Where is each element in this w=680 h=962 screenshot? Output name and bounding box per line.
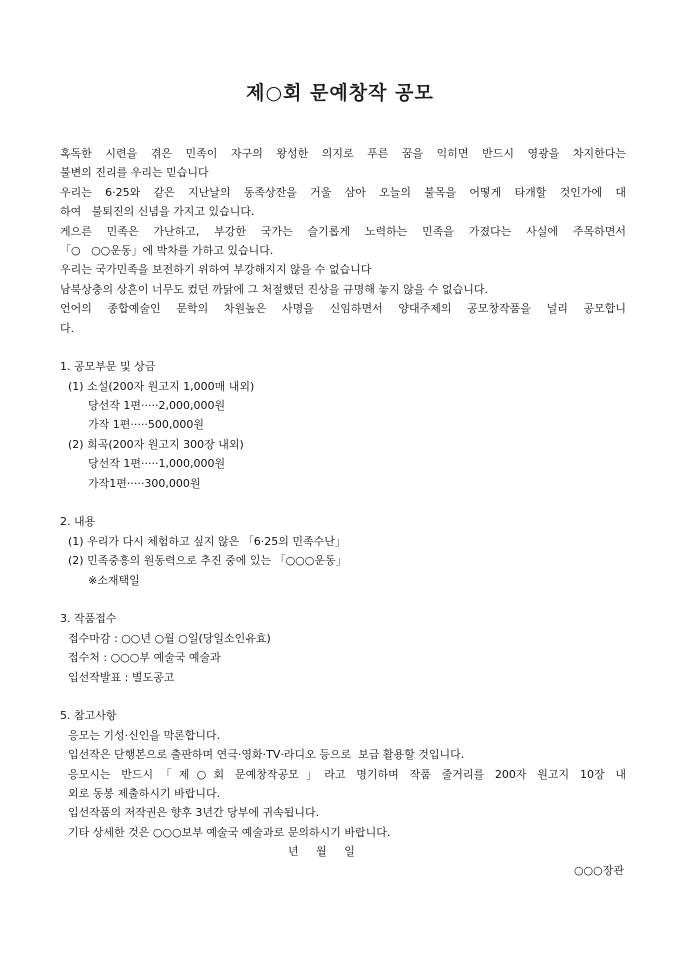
- intro-line: 다.: [60, 321, 75, 335]
- intro-line: 우리는 국가민족을 보전하기 위하여 부강해지지 않을 수 없습니다: [60, 263, 372, 277]
- category-title: (2) 희곡(200자 원고지 300장 내외): [68, 437, 244, 451]
- reference-item: 입선작품의 저작권은 향후 3년간 당부에 귀속됩니다.: [68, 806, 320, 820]
- intro-line: 게으른 민족은 가난하고, 부강한 국가는 슬기롭게 노력하는 민족을 가졌다는 사실에 주목하면서: [60, 224, 626, 238]
- reference-item: 기타 상세한 것은 ○○○보부 예술국 예술과로 문의하시기 바랍니다.: [68, 825, 391, 839]
- note-text: ※소재택일: [88, 573, 140, 587]
- intro-line: 「○ ○○운동」에 박차를 가하고 있습니다.: [60, 243, 274, 257]
- category-title: (1) 소설(200자 원고지 1,000매 내외): [68, 379, 255, 393]
- section-heading: 2. 내용: [60, 515, 96, 529]
- reference-item: 입선작은 단행본으로 출판하며 연극·영화·TV·라디오 등으로 보급 활용할 것입니다.: [68, 748, 465, 762]
- intro-line: 불변의 진리를 우리는 믿습니다: [60, 166, 209, 180]
- intro-line: 하여 불퇴진의 신념을 가지고 있습니다.: [60, 205, 255, 219]
- intro-line: 언어의 종합예술인 문학의 차원높은 사명을 신임하면서 양대주제의 공모창작품을 널리 공모합니: [60, 302, 626, 316]
- submission-item: 입선작발표 : 별도공고: [68, 670, 175, 684]
- reference-item: 외로 동봉 제출하시기 바랍니다.: [68, 786, 221, 800]
- intro-line: 남북상충의 상흔이 너무도 컸던 까닭에 그 처절했던 진상을 규명해 놓지 않을 수 없습니다.: [60, 282, 488, 296]
- content-item: (1) 우리가 다시 체험하고 싶지 않은 「6·25의 민족수난」: [68, 534, 346, 548]
- intro-line: 우리는 6·25와 같은 지난날의 동족상잔을 거울 삼아 오늘의 불목을 어떻게 타개할 것인가에 대: [60, 185, 626, 199]
- submission-item: 접수처 : ○○○부 예술국 예술과: [68, 651, 221, 665]
- prize-line: 당선작 1편·····1,000,000원: [88, 457, 226, 471]
- prize-line: 가작1편·····300,000원: [88, 476, 201, 490]
- document-title: 제○회 문예창작 공모: [246, 82, 434, 104]
- reference-item: 응모는 기성·신인을 막론합니다.: [68, 728, 221, 742]
- content-item: (2) 민족중흥의 원동력으로 추진 중에 있는 「○○○운동」: [68, 554, 347, 568]
- intro-line: 혹독한 시련을 겪은 민족이 자구의 왕성한 의지로 푸른 꿈을 익히면 반드시 영광을 차지한다는: [60, 147, 626, 160]
- date-line: 년 월 일: [288, 845, 355, 859]
- reference-item: 응모시는 반드시「제○회 문예창작공모」라고 명기하며 작품 줄거리를 200자 원고지 10장 내: [68, 767, 626, 781]
- prize-line: 당선작 1편·····2,000,000원: [88, 399, 226, 413]
- signature: ○○○장관: [573, 864, 624, 878]
- submission-item: 접수마감 : ○○년 ○월 ○일(당일소인유효): [68, 631, 271, 645]
- section-heading: 1. 공모부문 및 상금: [60, 360, 156, 374]
- section-heading: 3. 작품접수: [60, 612, 117, 626]
- document-body: [60, 144, 626, 881]
- section-heading: 5. 참고사항: [60, 709, 117, 723]
- prize-line: 가작 1편·····500,000원: [88, 418, 204, 432]
